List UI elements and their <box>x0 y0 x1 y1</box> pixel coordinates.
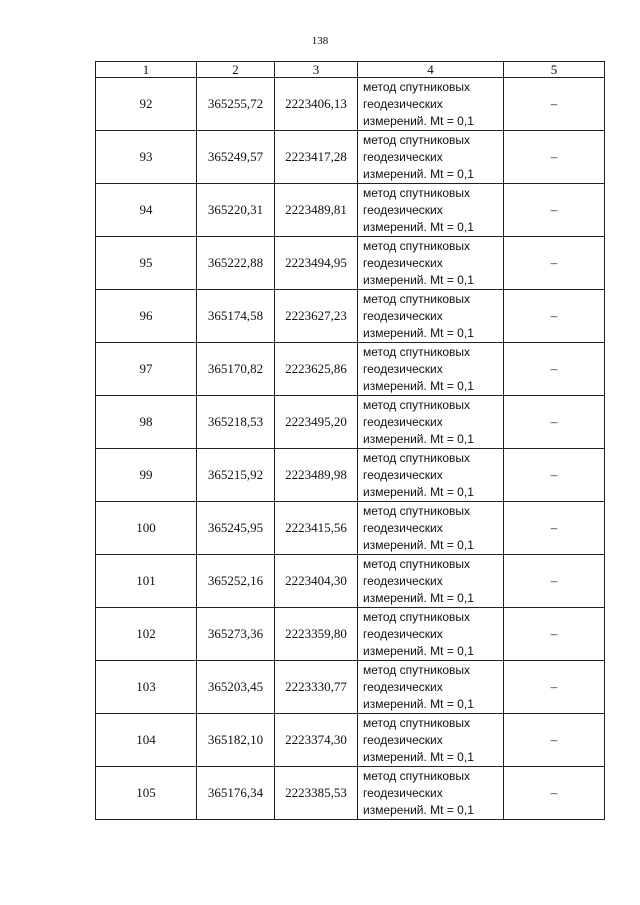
table-row <box>96 714 605 767</box>
point-number-cell: 103 <box>96 661 197 714</box>
y-coordinate-cell: 2223385,53 <box>275 767 358 820</box>
method-line: метод спутниковых <box>363 662 471 677</box>
method-cell <box>358 502 504 555</box>
header-row <box>96 62 605 78</box>
point-number-cell: 97 <box>96 343 197 396</box>
method-line: измерений. Mt = 0,1 <box>363 325 474 340</box>
table-row <box>96 131 605 184</box>
table-header <box>96 62 605 78</box>
note-cell: – <box>504 131 605 184</box>
point-number-cell: 94 <box>96 184 197 237</box>
method-cell <box>358 237 504 290</box>
x-coordinate-cell: 365249,57 <box>197 131 275 184</box>
y-coordinate-cell: 2223495,20 <box>275 396 358 449</box>
x-coordinate-cell: 365203,45 <box>197 661 275 714</box>
note-cell: – <box>504 237 605 290</box>
method-line: метод спутниковых <box>363 344 471 359</box>
method-cell <box>358 343 504 396</box>
table-row <box>96 396 605 449</box>
method-line: метод спутниковых <box>363 397 471 412</box>
table-row <box>96 290 605 343</box>
point-number-cell: 104 <box>96 714 197 767</box>
x-coordinate-cell: 365273,36 <box>197 608 275 661</box>
column-header-5: 5 <box>504 62 605 78</box>
method-line: метод спутниковых <box>363 768 471 783</box>
method-line: метод спутниковых <box>363 185 471 200</box>
note-cell: – <box>504 78 605 131</box>
point-number-cell: 101 <box>96 555 197 608</box>
point-number-cell: 96 <box>96 290 197 343</box>
y-coordinate-cell: 2223359,80 <box>275 608 358 661</box>
method-line: измерений. Mt = 0,1 <box>363 590 474 605</box>
x-coordinate-cell: 365222,88 <box>197 237 275 290</box>
y-coordinate-cell: 2223374,30 <box>275 714 358 767</box>
table-row <box>96 502 605 555</box>
method-line: измерений. Mt = 0,1 <box>363 696 474 711</box>
x-coordinate-cell: 365215,92 <box>197 449 275 502</box>
column-header-1: 1 <box>96 62 197 78</box>
x-coordinate-cell: 365252,16 <box>197 555 275 608</box>
note-cell: – <box>504 184 605 237</box>
note-cell: – <box>504 555 605 608</box>
note-cell: – <box>504 661 605 714</box>
point-number-cell: 98 <box>96 396 197 449</box>
method-cell <box>358 184 504 237</box>
method-line: геодезических <box>363 573 443 588</box>
method-line: геодезических <box>363 361 443 376</box>
method-line: геодезических <box>363 467 443 482</box>
x-coordinate-cell: 365245,95 <box>197 502 275 555</box>
note-cell: – <box>504 343 605 396</box>
y-coordinate-cell: 2223627,23 <box>275 290 358 343</box>
method-line: измерений. Mt = 0,1 <box>363 166 474 181</box>
method-line: измерений. Mt = 0,1 <box>363 537 474 552</box>
table-body <box>96 78 605 820</box>
method-cell <box>358 767 504 820</box>
x-coordinate-cell: 365174,58 <box>197 290 275 343</box>
method-line: геодезических <box>363 626 443 641</box>
method-cell <box>358 555 504 608</box>
note-cell: – <box>504 714 605 767</box>
method-line: измерений. Mt = 0,1 <box>363 113 474 128</box>
x-coordinate-cell: 365182,10 <box>197 714 275 767</box>
table-row <box>96 661 605 714</box>
method-line: геодезических <box>363 149 443 164</box>
note-cell: – <box>504 396 605 449</box>
y-coordinate-cell: 2223330,77 <box>275 661 358 714</box>
y-coordinate-cell: 2223625,86 <box>275 343 358 396</box>
method-line: измерений. Mt = 0,1 <box>363 643 474 658</box>
table-row <box>96 449 605 502</box>
method-line: геодезических <box>363 202 443 217</box>
column-header-2: 2 <box>197 62 275 78</box>
table-row <box>96 555 605 608</box>
x-coordinate-cell: 365170,82 <box>197 343 275 396</box>
x-coordinate-cell: 365220,31 <box>197 184 275 237</box>
method-cell <box>358 608 504 661</box>
y-coordinate-cell: 2223489,81 <box>275 184 358 237</box>
table-row <box>96 608 605 661</box>
method-line: измерений. Mt = 0,1 <box>363 219 474 234</box>
table-row <box>96 184 605 237</box>
y-coordinate-cell: 2223494,95 <box>275 237 358 290</box>
method-line: измерений. Mt = 0,1 <box>363 378 474 393</box>
method-line: геодезических <box>363 255 443 270</box>
note-cell: – <box>504 608 605 661</box>
point-number-cell: 95 <box>96 237 197 290</box>
point-number-cell: 93 <box>96 131 197 184</box>
method-cell <box>358 396 504 449</box>
method-line: измерений. Mt = 0,1 <box>363 484 474 499</box>
x-coordinate-cell: 365176,34 <box>197 767 275 820</box>
method-line: метод спутниковых <box>363 132 471 147</box>
method-cell <box>358 290 504 343</box>
table-row <box>96 343 605 396</box>
method-line: метод спутниковых <box>363 503 471 518</box>
method-line: метод спутниковых <box>363 609 471 624</box>
method-cell <box>358 449 504 502</box>
table-row <box>96 237 605 290</box>
note-cell: – <box>504 290 605 343</box>
point-number-cell: 105 <box>96 767 197 820</box>
method-cell <box>358 78 504 131</box>
method-line: метод спутниковых <box>363 79 471 94</box>
method-line: измерений. Mt = 0,1 <box>363 272 474 287</box>
y-coordinate-cell: 2223415,56 <box>275 502 358 555</box>
method-cell <box>358 131 504 184</box>
method-line: геодезических <box>363 679 443 694</box>
y-coordinate-cell: 2223417,28 <box>275 131 358 184</box>
method-line: измерений. Mt = 0,1 <box>363 749 474 764</box>
method-line: геодезических <box>363 520 443 535</box>
column-header-4: 4 <box>358 62 504 78</box>
method-line: метод спутниковых <box>363 556 471 571</box>
coordinates-table <box>95 61 605 820</box>
page-number: 138 <box>311 35 329 47</box>
method-line: метод спутниковых <box>363 450 471 465</box>
x-coordinate-cell: 365218,53 <box>197 396 275 449</box>
point-number-cell: 102 <box>96 608 197 661</box>
method-line: метод спутниковых <box>363 291 471 306</box>
note-cell: – <box>504 449 605 502</box>
note-cell: – <box>504 767 605 820</box>
y-coordinate-cell: 2223406,13 <box>275 78 358 131</box>
method-line: метод спутниковых <box>363 715 471 730</box>
table-row <box>96 78 605 131</box>
method-cell <box>358 714 504 767</box>
point-number-cell: 100 <box>96 502 197 555</box>
point-number-cell: 92 <box>96 78 197 131</box>
method-line: измерений. Mt = 0,1 <box>363 431 474 446</box>
table-row <box>96 767 605 820</box>
y-coordinate-cell: 2223404,30 <box>275 555 358 608</box>
method-line: геодезических <box>363 732 443 747</box>
method-line: метод спутниковых <box>363 238 471 253</box>
x-coordinate-cell: 365255,72 <box>197 78 275 131</box>
y-coordinate-cell: 2223489,98 <box>275 449 358 502</box>
method-line: геодезических <box>363 96 443 111</box>
note-cell: – <box>504 502 605 555</box>
method-line: геодезических <box>363 785 443 800</box>
point-number-cell: 99 <box>96 449 197 502</box>
method-line: геодезических <box>363 308 443 323</box>
method-line: измерений. Mt = 0,1 <box>363 802 474 817</box>
method-line: геодезических <box>363 414 443 429</box>
column-header-3: 3 <box>275 62 358 78</box>
method-cell <box>358 661 504 714</box>
